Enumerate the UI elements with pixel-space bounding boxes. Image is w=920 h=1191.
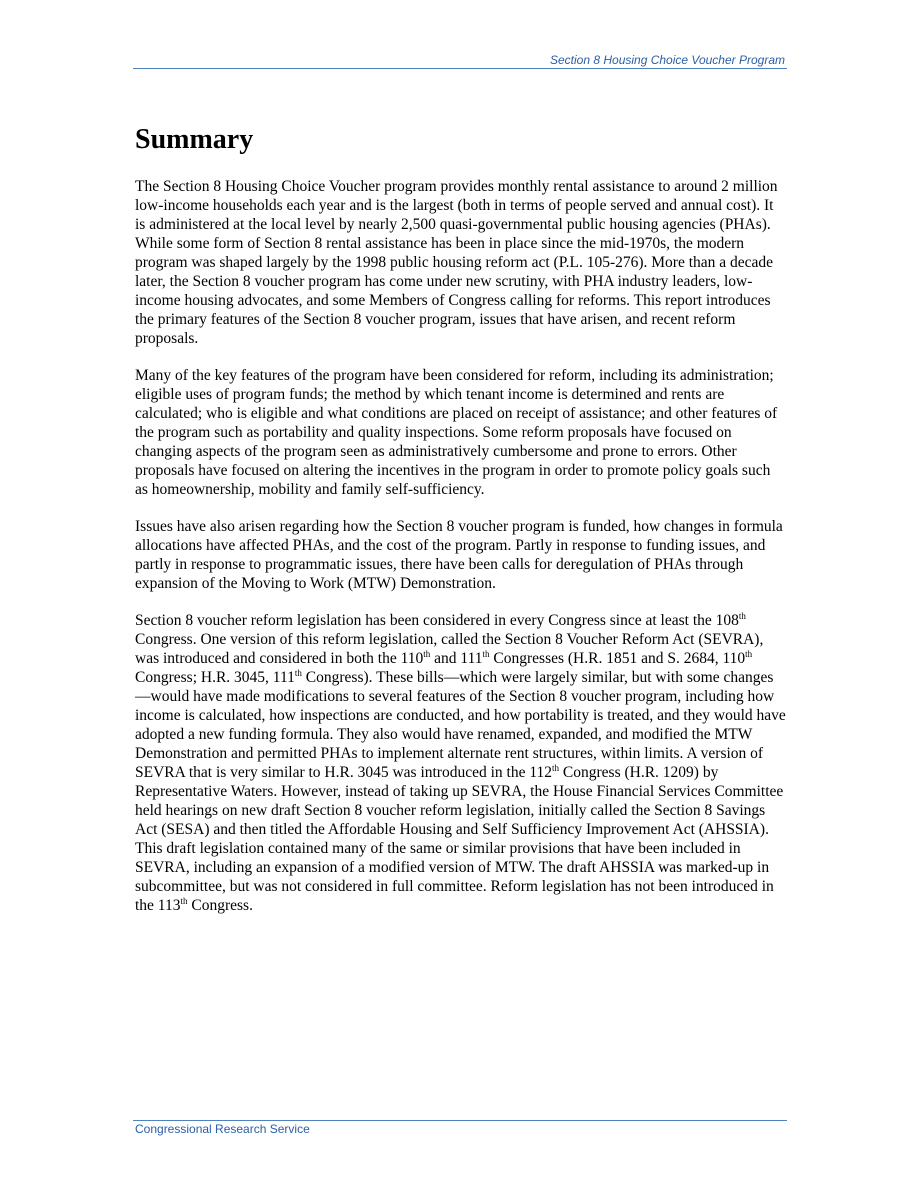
ordinal-suffix: th xyxy=(738,611,746,621)
footer-divider xyxy=(133,1120,787,1121)
running-header: Section 8 Housing Choice Voucher Program xyxy=(549,53,785,67)
paragraph-1: The Section 8 Housing Choice Voucher program provides monthly rental assistance to around 2 million low-income households each year and is the largest (both in terms of people served and annual cost). It is administered at the local level by nearly 2,500 quasi-governmental public housing agencies (PHAs). While some form of Section 8 rental assistance has been in place since the mid-1970s, the modern program was shaped largely by the 1998 public housing reform act (P.L. 105-276). More than a decade later, the Section 8 voucher program has come under new scrutiny, with PHA industry leaders, low-income housing advocates, and some Members of Congress calling for reforms. This report introduces the primary features of the Section 8 voucher program, issues that have arisen, and recent reform proposals. xyxy=(135,178,778,347)
page-title: Summary xyxy=(135,124,254,155)
p4-text-2: Congress. One version of this reform legislation, called the Section 8 Voucher Reform Act (SEVRA), was introduced and considered in both the 110 xyxy=(135,631,764,667)
footer-org: Congressional Research Service xyxy=(135,1122,310,1136)
p4-text-5: Congress; H.R. 3045, 111 xyxy=(135,669,295,686)
paragraph-2: Many of the key features of the program have been considered for reform, including its administration; eligible uses of program funds; the method by which tenant income is determined and rents are calculated; who is eligible and what conditions are placed on receipt of assistance; and other features of the program such as portability and quality inspections. Some reform proposals have focused on changing aspects of the program seen as administratively cumbersome and prone to errors. Other proposals have focused on altering the incentives in the program in order to promote policy goals such as homeownership, mobility and family self-sufficiency. xyxy=(135,367,778,498)
ordinal-suffix: th xyxy=(482,649,490,659)
p4-text-4: Congresses (H.R. 1851 and S. 2684, 110 xyxy=(489,650,746,667)
p4-text-8: Congress. xyxy=(187,897,253,914)
ordinal-suffix: th xyxy=(180,896,188,906)
ordinal-suffix: th xyxy=(552,763,560,773)
p4-text-7: Congress (H.R. 1209) by Representative Waters. However, instead of taking up SEVRA, the House Financial Services Committee held hearings on new draft Section 8 voucher reform legislation, initially called the Section 8 Savings Act (SESA) and then titled the Affordable Housing and Self Sufficiency Improvement Act (AHSSIA). This draft legislation contained many of the same or similar provisions that have been included in SEVRA, including an expansion of a modified version of MTW. The draft AHSSIA was marked-up in subcommittee, but was not considered in full committee. Reform legislation has not been introduced in the 113 xyxy=(135,764,784,914)
ordinal-suffix: th xyxy=(745,649,753,659)
p4-text-3: and 111 xyxy=(430,650,483,667)
ordinal-suffix: th xyxy=(423,649,431,659)
p4-text-6: Congress). These bills—which were largely similar, but with some changes—would have made modifications to several features of the Section 8 voucher program, including how income is calculated, how inspections are conducted, and how portability is treated, and they would have adopted a new funding formula. They also would have renamed, expanded, and modified the MTW Demonstration and permitted PHAs to implement alternate rent structures, within limits. A version of SEVRA that is very similar to H.R. 3045 was introduced in the 112 xyxy=(135,669,786,781)
paragraph-3: Issues have also arisen regarding how the Section 8 voucher program is funded, how changes in formula allocations have affected PHAs, and the cost of the program. Partly in response to funding issues, and partly in response to programmatic issues, there have been calls for deregulation of PHAs through expansion of the Moving to Work (MTW) Demonstration. xyxy=(135,518,783,592)
header-divider xyxy=(133,68,787,69)
paragraph-4 xyxy=(135,611,787,915)
summary-body xyxy=(135,177,787,933)
p4-text-1: Section 8 voucher reform legislation has been considered in every Congress since at least the 108 xyxy=(135,612,739,629)
ordinal-suffix: th xyxy=(294,668,302,678)
